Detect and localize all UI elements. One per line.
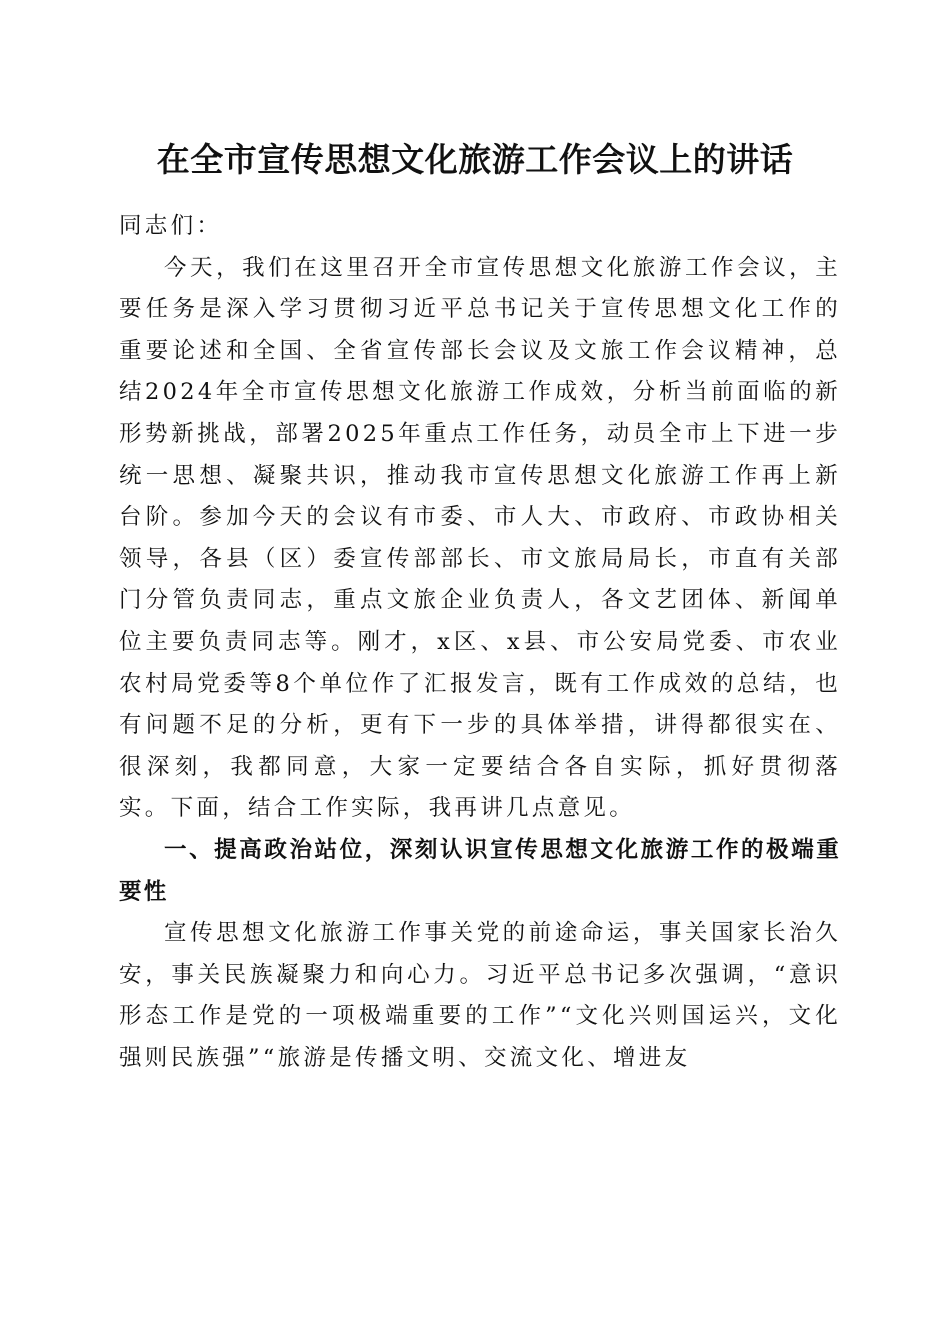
document-body (119, 206, 841, 1079)
document-title: 在全市宣传思想文化旅游工作会议上的讲话 (156, 140, 794, 179)
paragraph-opening: 今天，我们在这里召开全市宣传思想文化旅游工作会议，主要任务是深入学习贯彻习近平总书记关于宣传思想文化工作的重要论述和全国、全省宣传部长会议及文旅工作会议精神，总结2024年全市宣传思想文化旅游工作成效，分析当前面临的新形势新挑战，部署2025年重点工作任务，动员全市上下进一步统一思想、凝聚共识，推动我市宣传思想文化旅游工作再上新台阶。参加今天的会议有市委、市人大、市政府、市政协相关领导，各县（区）委宣传部部长、市文旅局局长，市直有关部门分管负责同志，重点文旅企业负责人，各文艺团体、新闻单位主要负责同志等。刚才，x区、x县、市公安局党委、市农业农村局党委等8个单位作了汇报发言，既有工作成效的总结，也有问题不足的分析，更有下一步的具体举措，讲得都很实在、很深刻，我都同意，大家一定要结合各自实际，抓好贯彻落实。下面，结合工作实际，我再讲几点意见。 (119, 254, 841, 822)
section-heading-1: 一、提高政治站位，深刻认识宣传思想文化旅游工作的极端重要性 (119, 836, 841, 905)
salutation: 同志们： (119, 213, 223, 239)
paragraph-section-1: 宣传思想文化旅游工作事关党的前途命运，事关国家长治久安，事关民族凝聚力和向心力。习近平总书记多次强调，“意识形态工作是党的一项极端重要的工作”“文化兴则国运兴，文化强则民族强”“旅游是传播文明、交流文化、增进友 (119, 920, 841, 1071)
